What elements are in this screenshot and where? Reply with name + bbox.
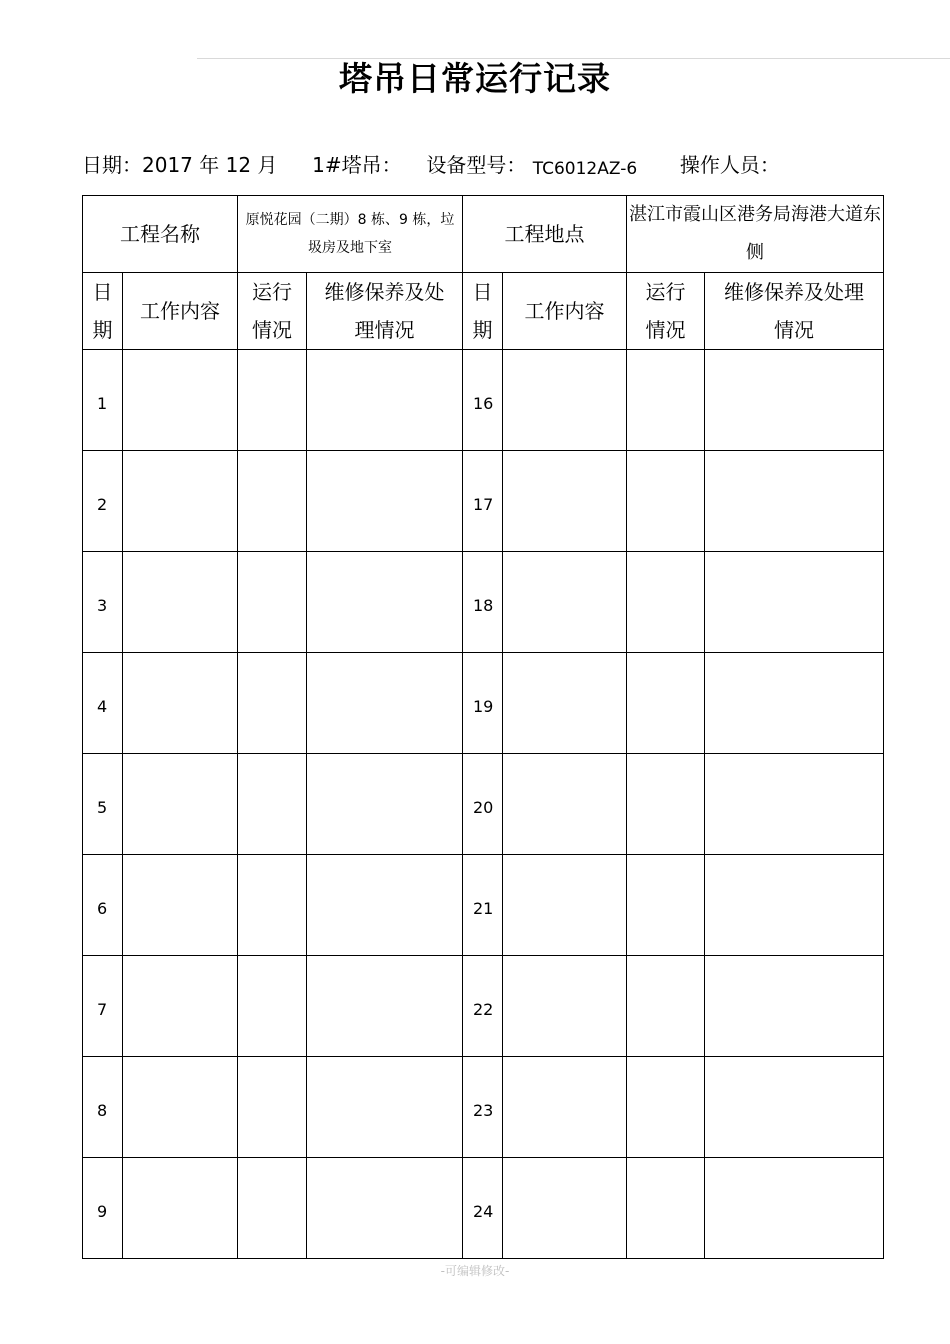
maint-cell-right[interactable] xyxy=(705,956,884,1057)
day-cell-left: 6 xyxy=(83,855,123,956)
footer-note: -可编辑修改- xyxy=(440,1264,510,1278)
maint-header-right xyxy=(705,273,884,350)
maint-cell-left[interactable] xyxy=(307,855,463,956)
day-cell-left: 8 xyxy=(83,1057,123,1158)
status-cell-left[interactable] xyxy=(238,552,307,653)
maint-header-line1: 维修保养及处理 xyxy=(724,280,864,304)
status-cell-left[interactable] xyxy=(238,855,307,956)
day-cell-left: 3 xyxy=(83,552,123,653)
day-cell-left: 2 xyxy=(83,451,123,552)
meta-line xyxy=(82,150,902,180)
work-cell-right[interactable] xyxy=(503,451,627,552)
work-cell-left[interactable] xyxy=(123,1158,238,1259)
table-row xyxy=(83,855,884,956)
work-cell-right[interactable] xyxy=(503,1158,627,1259)
day-cell-right: 20 xyxy=(463,754,503,855)
status-cell-left[interactable] xyxy=(238,754,307,855)
day-header-right xyxy=(463,273,503,350)
status-header-line2: 情况 xyxy=(645,318,686,342)
day-cell-right: 16 xyxy=(463,350,503,451)
maint-cell-right[interactable] xyxy=(705,1158,884,1259)
work-cell-left[interactable] xyxy=(123,451,238,552)
maint-cell-left[interactable] xyxy=(307,754,463,855)
day-cell-right: 18 xyxy=(463,552,503,653)
day-header-left xyxy=(83,273,123,350)
work-header-right: 工作内容 xyxy=(503,273,627,350)
day-cell-right: 19 xyxy=(463,653,503,754)
table-row xyxy=(83,451,884,552)
column-header-row xyxy=(83,273,884,350)
status-cell-left[interactable] xyxy=(238,1057,307,1158)
maint-header-line2: 情况 xyxy=(774,318,814,342)
work-cell-right[interactable] xyxy=(503,754,627,855)
maint-cell-left[interactable] xyxy=(307,1057,463,1158)
day-cell-left: 5 xyxy=(83,754,123,855)
day-header-line1: 日 xyxy=(472,280,493,304)
maint-cell-right[interactable] xyxy=(705,350,884,451)
model-label: 设备型号： xyxy=(426,153,527,177)
maint-header-left xyxy=(307,273,463,350)
maint-header-line1: 维修保养及处 xyxy=(324,280,445,304)
day-cell-left: 1 xyxy=(83,350,123,451)
status-cell-right[interactable] xyxy=(627,653,705,754)
work-cell-left[interactable] xyxy=(123,855,238,956)
table-row xyxy=(83,653,884,754)
maint-cell-left[interactable] xyxy=(307,653,463,754)
status-cell-right[interactable] xyxy=(627,855,705,956)
work-cell-left[interactable] xyxy=(123,350,238,451)
maint-header-line2: 理情况 xyxy=(354,318,415,342)
status-cell-left[interactable] xyxy=(238,1158,307,1259)
record-table xyxy=(82,195,884,1259)
status-cell-right[interactable] xyxy=(627,1057,705,1158)
table-row xyxy=(83,350,884,451)
maint-cell-right[interactable] xyxy=(705,1057,884,1158)
day-cell-right: 21 xyxy=(463,855,503,956)
work-cell-right[interactable] xyxy=(503,1057,627,1158)
status-header-line1: 运行 xyxy=(645,280,686,304)
status-cell-left[interactable] xyxy=(238,451,307,552)
work-cell-left[interactable] xyxy=(123,653,238,754)
date-label: 日期：2017 年 12 月 xyxy=(82,153,278,177)
status-cell-right[interactable] xyxy=(627,1158,705,1259)
day-cell-right: 23 xyxy=(463,1057,503,1158)
work-cell-right[interactable] xyxy=(503,855,627,956)
day-cell-right: 24 xyxy=(463,1158,503,1259)
page-title: 塔吊日常运行记录 xyxy=(339,59,611,98)
project-name-label: 工程名称 xyxy=(83,196,238,273)
table-row xyxy=(83,956,884,1057)
work-cell-right[interactable] xyxy=(503,956,627,1057)
work-cell-left[interactable] xyxy=(123,754,238,855)
status-header-line1: 运行 xyxy=(252,280,292,304)
maint-cell-left[interactable] xyxy=(307,552,463,653)
maint-cell-left[interactable] xyxy=(307,350,463,451)
work-header-left: 工作内容 xyxy=(123,273,238,350)
model-value: TC6012AZ-6 xyxy=(532,159,638,179)
table-row xyxy=(83,552,884,653)
work-cell-left[interactable] xyxy=(123,1057,238,1158)
operator-label: 操作人员： xyxy=(679,153,780,177)
work-cell-right[interactable] xyxy=(503,350,627,451)
status-cell-right[interactable] xyxy=(627,754,705,855)
table-row xyxy=(83,1158,884,1259)
project-info-row xyxy=(83,196,884,273)
day-cell-left: 7 xyxy=(83,956,123,1057)
work-cell-left[interactable] xyxy=(123,552,238,653)
day-header-line1: 日 xyxy=(92,280,113,304)
day-rows xyxy=(83,350,884,1259)
status-header-right xyxy=(627,273,705,350)
day-cell-left: 4 xyxy=(83,653,123,754)
work-cell-right[interactable] xyxy=(503,552,627,653)
table-row xyxy=(83,754,884,855)
maint-cell-right[interactable] xyxy=(705,653,884,754)
status-cell-left[interactable] xyxy=(238,653,307,754)
status-header-line2: 情况 xyxy=(252,318,292,342)
status-cell-right[interactable] xyxy=(627,350,705,451)
status-header-left xyxy=(238,273,307,350)
project-location-value: 湛江市霞山区港务局海港大道东侧 xyxy=(627,196,884,273)
project-location-label: 工程地点 xyxy=(463,196,627,273)
day-cell-left: 9 xyxy=(83,1158,123,1259)
status-cell-left[interactable] xyxy=(238,350,307,451)
maint-cell-left[interactable] xyxy=(307,451,463,552)
day-header-line2: 期 xyxy=(92,318,113,342)
work-cell-left[interactable] xyxy=(123,956,238,1057)
day-header-line2: 期 xyxy=(472,318,493,342)
maint-cell-right[interactable] xyxy=(705,754,884,855)
status-cell-left[interactable] xyxy=(238,956,307,1057)
project-name-value: 原悦花园（二期）8 栋、9 栋，垃圾房及地下室 xyxy=(238,196,463,273)
crane-label: 1#塔吊： xyxy=(312,153,402,177)
maint-cell-left[interactable] xyxy=(307,1158,463,1259)
maint-cell-right[interactable] xyxy=(705,552,884,653)
maint-cell-left[interactable] xyxy=(307,956,463,1057)
status-cell-right[interactable] xyxy=(627,451,705,552)
day-cell-right: 17 xyxy=(463,451,503,552)
work-cell-right[interactable] xyxy=(503,653,627,754)
table-row xyxy=(83,1057,884,1158)
status-cell-right[interactable] xyxy=(627,956,705,1057)
day-cell-right: 22 xyxy=(463,956,503,1057)
maint-cell-right[interactable] xyxy=(705,855,884,956)
status-cell-right[interactable] xyxy=(627,552,705,653)
maint-cell-right[interactable] xyxy=(705,451,884,552)
